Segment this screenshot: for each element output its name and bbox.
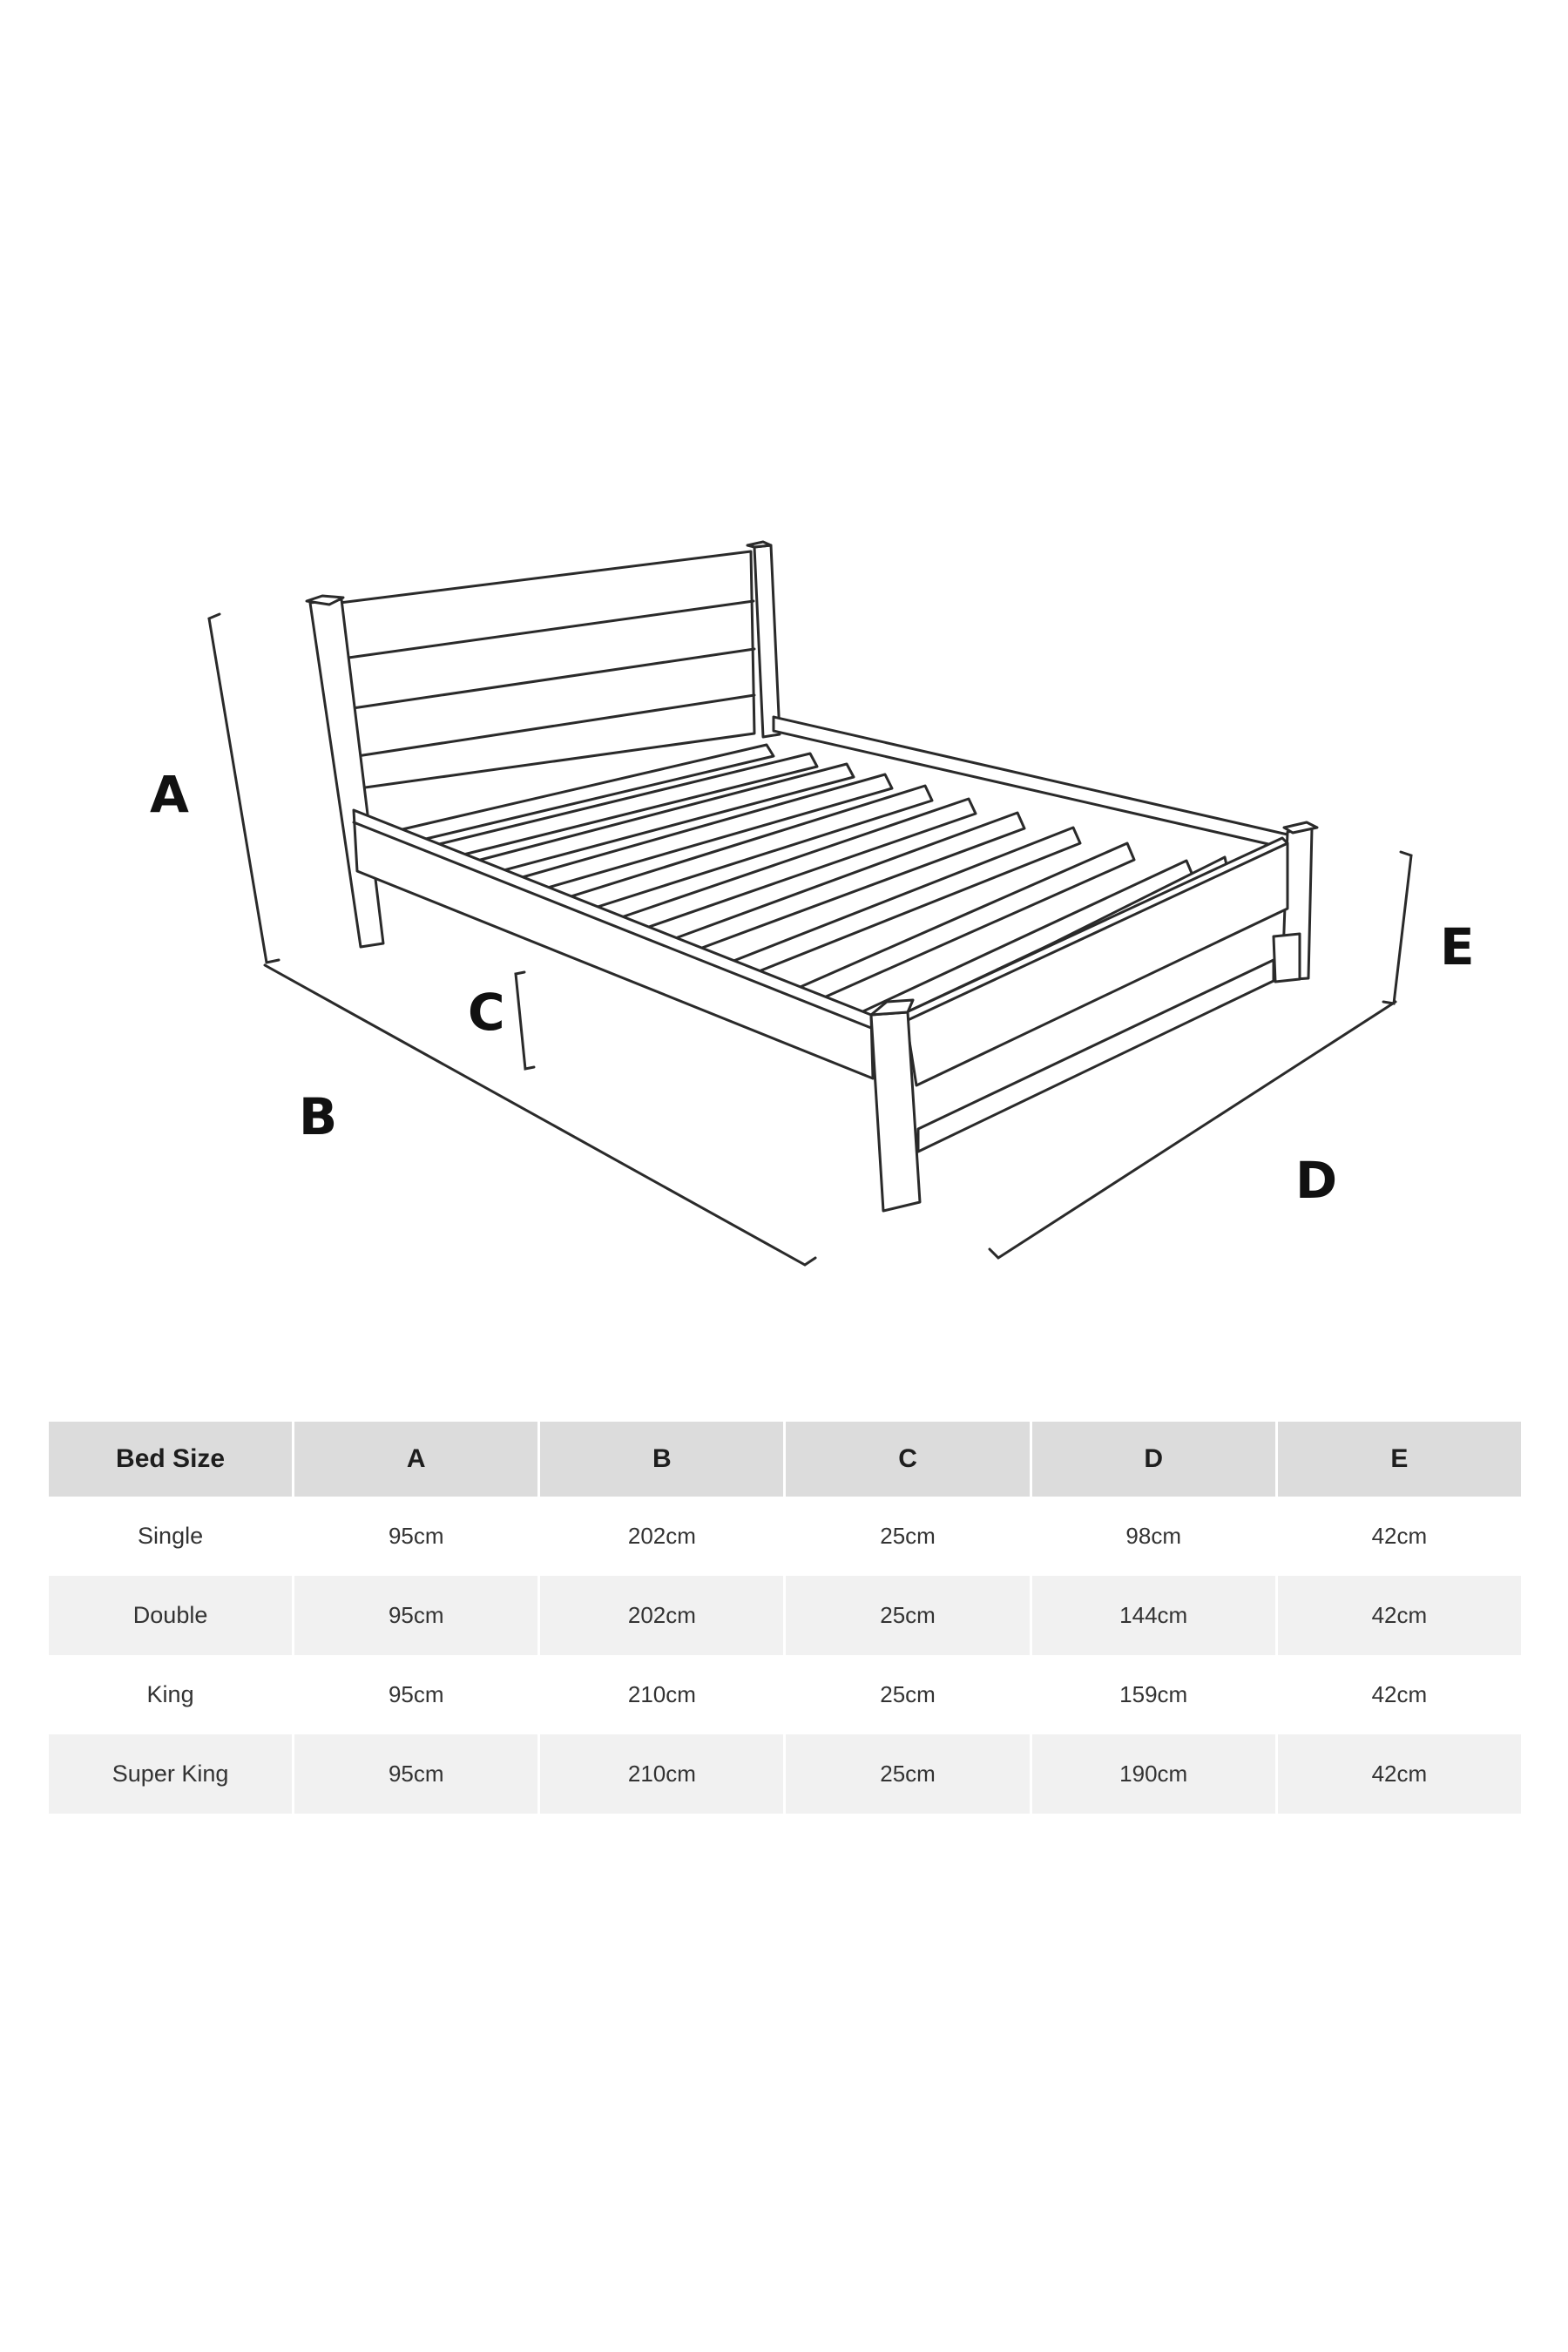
header-b: B	[540, 1422, 783, 1497]
cell-bed-size: Double	[49, 1576, 292, 1655]
cell-c: 25cm	[880, 1681, 936, 1707]
cell-a: 95cm	[388, 1523, 444, 1549]
headboard-panel	[333, 551, 754, 788]
header-d: D	[1032, 1422, 1275, 1497]
cell-e: 42cm	[1278, 1734, 1521, 1814]
cell-c: 25cm	[880, 1523, 936, 1549]
cell-c: 25cm	[786, 1734, 1029, 1814]
table-row	[49, 1655, 1521, 1734]
dimension-c-line	[516, 972, 534, 1069]
table-row	[49, 1497, 1521, 1576]
cell-bed-size: Single	[138, 1523, 204, 1549]
dimension-d-label: D	[1295, 1151, 1338, 1210]
dimension-a-label: A	[150, 765, 189, 824]
cell-e: 42cm	[1278, 1576, 1521, 1655]
cell-a: 95cm	[294, 1576, 537, 1655]
cell-bed-size: King	[146, 1681, 194, 1707]
header-c: C	[786, 1422, 1029, 1497]
header-e: E	[1278, 1422, 1521, 1497]
cell-b: 210cm	[627, 1681, 696, 1707]
cell-b: 202cm	[627, 1523, 696, 1549]
table-row	[49, 1576, 1521, 1655]
cell-e: 42cm	[1371, 1681, 1428, 1707]
cell-bed-size: Super King	[49, 1734, 292, 1814]
bed-frame-drawing	[307, 542, 1317, 1211]
cell-d: 159cm	[1119, 1681, 1188, 1707]
cell-b: 210cm	[540, 1734, 783, 1814]
cell-a: 95cm	[388, 1681, 444, 1707]
cell-a: 95cm	[294, 1734, 537, 1814]
cell-c: 25cm	[786, 1576, 1029, 1655]
cell-d: 144cm	[1032, 1576, 1275, 1655]
back-foot-leg	[1274, 934, 1300, 982]
bed-size-table	[46, 1422, 1524, 1814]
dimension-c-label: C	[468, 983, 505, 1042]
headboard-post-right	[754, 545, 780, 737]
table-row	[49, 1734, 1521, 1814]
far-side-rail	[774, 717, 1288, 848]
header-bed-size: Bed Size	[49, 1422, 292, 1497]
dimension-e-line	[1383, 852, 1411, 1004]
dimension-b-label: B	[299, 1087, 338, 1146]
cell-d: 190cm	[1032, 1734, 1275, 1814]
cell-d: 98cm	[1125, 1523, 1181, 1549]
dimension-d-line	[990, 1002, 1396, 1258]
cell-e: 42cm	[1371, 1523, 1428, 1549]
cell-b: 202cm	[540, 1576, 783, 1655]
header-a: A	[294, 1422, 537, 1497]
dimension-e-label: E	[1440, 917, 1475, 977]
headboard-post-right-top	[747, 542, 771, 547]
dimension-a-line	[209, 614, 279, 963]
table-header-row	[49, 1422, 1521, 1497]
